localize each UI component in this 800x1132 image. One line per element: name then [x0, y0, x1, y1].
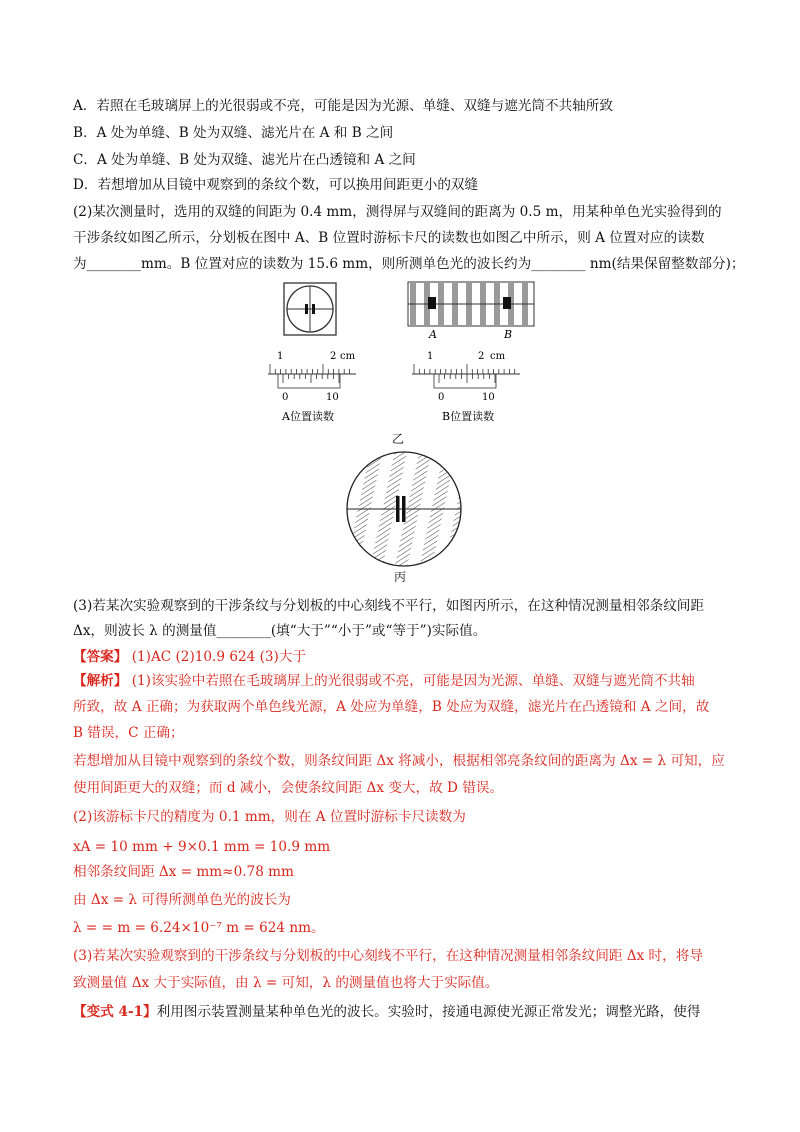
analysis-line-5: 使用间距更大的双缝；而 d 减小，会使条纹间距 Δx 变大，故 D 错误。	[73, 780, 504, 796]
option-c: C．A 处为单缝、B 处为双缝、滤光片在凸透镜和 A 之间	[73, 152, 416, 168]
analysis-line-2: 所致，故 A 正确；为获取两个单色线光源，A 处应为单缝，B 处应为双缝，滤光片在凸透镜和 A 之间，故	[73, 699, 710, 715]
analysis-line-6: (2)该游标卡尺的精度为 0.1 mm，则在 A 位置时游标卡尺读数为	[73, 809, 466, 825]
q3-line-2: Δx，则波长 λ 的测量值________(填“大于”“小于”或“等于”)实际值。	[73, 623, 487, 639]
analysis-line-8: 相邻条纹间距 Δx = mm≈0.78 mm	[73, 864, 294, 880]
q2-line-3: 为________mm。B 位置对应的读数为 15.6 mm，则所测单色光的波长约为________ nm(结果保留整数部分)；	[73, 256, 745, 272]
caption-bing: 丙	[394, 570, 407, 584]
caption-yi: 乙	[392, 432, 405, 446]
caption-b-reading: B位置读数	[442, 410, 495, 423]
answer-line	[73, 648, 306, 666]
ruler-b-vernier-10: 10	[482, 392, 495, 403]
analysis-text-1: (1)该实验中若照在毛玻璃屏上的光很弱或不亮，可能是因为光源、单缝、双缝与遮光筒不共轴	[127, 673, 695, 689]
answer-tag: 【答案】	[73, 649, 128, 665]
variant-tag: 【变式 4-1】	[73, 1004, 157, 1020]
q3-line-1: (3)若某次实验观察到的干涉条纹与分划板的中心刻线不平行，如图丙所示，在这种情况测量相邻条纹间距	[73, 598, 704, 614]
ruler-b-main-2: 2	[478, 351, 485, 362]
analysis-line-7: xA = 10 mm + 9×0.1 mm = 10.9 mm	[73, 839, 331, 855]
variant-line	[73, 1003, 700, 1021]
analysis-tag: 【解析】	[73, 673, 128, 689]
analysis-line-3: B 错误，C 正确；	[73, 725, 184, 741]
variant-text: 利用图示装置测量某种单色光的波长。实验时，接通电源使光源正常发光；调整光路，使得	[156, 1004, 701, 1020]
ruler-b-vernier-0: 0	[438, 392, 445, 403]
ruler-a-main-1: 1	[277, 351, 284, 362]
fringe-label-b: B	[504, 328, 513, 341]
vernier-reading-b-figure	[408, 348, 526, 428]
eyepiece-view-figure	[283, 282, 337, 336]
ruler-b-main-1: 1	[427, 351, 434, 362]
q2-line-1: (2)某次测量时，选用的双缝的间距为 0.4 mm，测得屏与双缝间的距离为 0.5 m，用某种单色光实验得到的	[73, 204, 722, 220]
caption-a-reading: A位置读数	[282, 410, 334, 423]
analysis-line-9: 由 Δx = λ 可得所测单色光的波长为	[73, 892, 291, 908]
ruler-a-unit: cm	[340, 351, 356, 362]
analysis-line-12: 致测量值 Δx 大于实际值，由 λ = 可知，λ 的测量值也将大于实际值。	[73, 975, 499, 991]
option-b: B．A 处为单缝、B 处为双缝、滤光片在 A 和 B 之间	[73, 125, 394, 141]
analysis-line-10: λ = = m = 6.24×10⁻⁷ m = 624 nm。	[73, 920, 325, 936]
fringe-pattern-figure	[404, 280, 540, 346]
ruler-b-unit: cm	[490, 351, 506, 362]
vernier-reading-a-figure	[264, 348, 360, 428]
fringe-label-a: A	[429, 328, 437, 341]
ruler-a-main-2: 2	[330, 351, 337, 362]
ruler-a-vernier-0: 0	[282, 392, 289, 403]
option-a: A．若照在毛玻璃屏上的光很弱或不亮，可能是因为光源、单缝、双缝与遮光筒不共轴所致	[73, 98, 613, 114]
analysis-line-4: 若想增加从目镜中观察到的条纹个数，则条纹间距 Δx 将减小，根据相邻亮条纹间的距离为 Δx = λ 可知，应	[73, 753, 725, 769]
q2-line-2: 干涉条纹如图乙所示，分划板在图中 A、B 位置时游标卡尺的读数也如图乙中所示，则 A 位置对应的读数	[73, 230, 705, 246]
analysis-line-1	[73, 672, 695, 690]
option-d: D．若想增加从目镜中观察到的条纹个数，可以换用间距更小的双缝	[73, 177, 479, 193]
ruler-a-vernier-10: 10	[326, 392, 339, 403]
analysis-line-11: (3)若某次实验观察到的干涉条纹与分划板的中心刻线不平行，在这种情况测量相邻条纹间距 Δx 时，将导	[73, 948, 703, 964]
tilted-fringes-figure	[345, 450, 463, 568]
answer-text: (1)AC (2)10.9 624 (3)大于	[127, 649, 307, 665]
